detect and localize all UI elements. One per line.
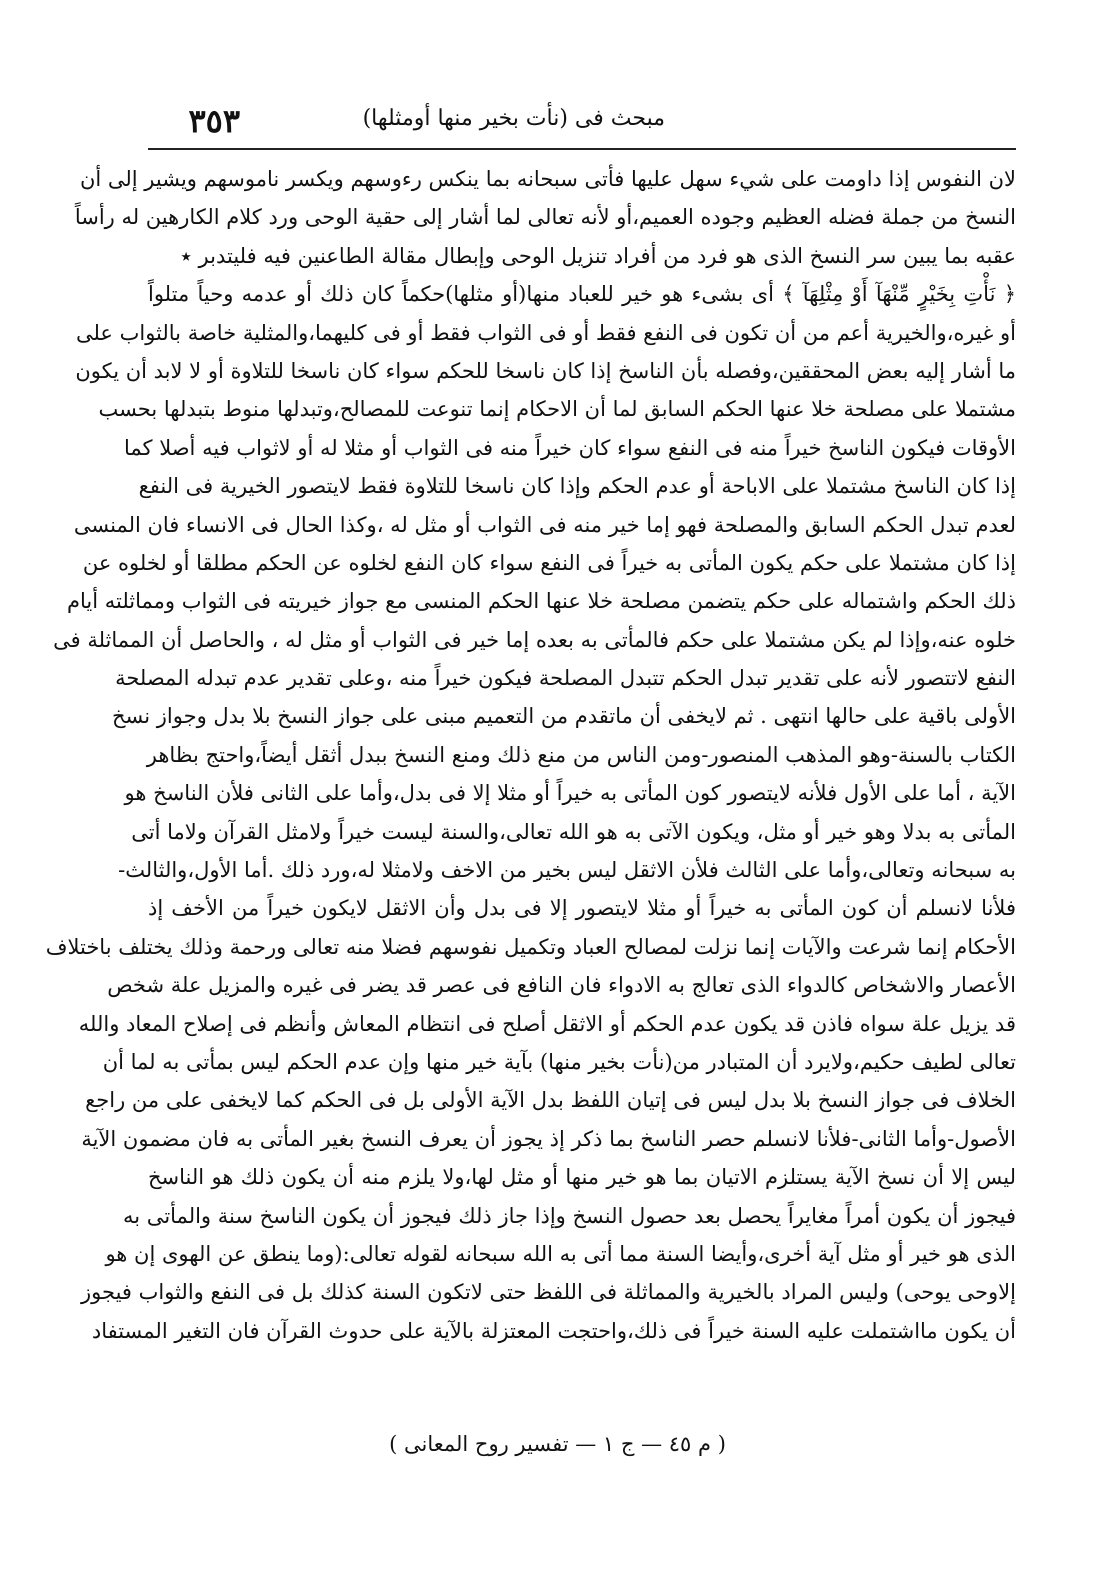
- text-line: النسخ من جملة فضله العظيم وجوده العميم،أو لأنه تعالى لما أشار إلى حقية الوحى ورد كلام الكارهين له رأساً: [74, 205, 1016, 230]
- text-line: عقبه بما يبين سر النسخ الذى هو فرد من أفراد تنزيل الوحى وإبطال مقالة الطاعنين فيه فليتدبر ٭: [180, 243, 1016, 268]
- text-line: ما أشار إليه بعض المحققين،وفصله بأن الناسخ إذا كان ناسخا للحكم سواء كان ناسخا للتلاوة أو لا لابد أن يكون: [75, 358, 1016, 383]
- text-line: الأعصار والاشخاص كالدواء الذى تعالج به الادواء فان النافع فى عصر قد يضر فى غيره والمزيل علة شخص: [107, 973, 1016, 998]
- text-line: لان النفوس إذا داومت على شيء سهل عليها فأتى سبحانه بما ينكس رءوسهم ويكسر ناموسهم ويشير إلى أن: [79, 167, 1016, 191]
- text-line: إلاوحى يوحى) وليس المراد بالخيرية والمماثلة فى اللفظ حتى لاتكون السنة كذلك بل فى النفع والثواب فيجوز: [81, 1280, 1016, 1305]
- running-title: مبحث فى (نأت بخير منها أومثلها): [362, 106, 665, 131]
- text-line: تعالى لطيف حكيم،ولايرد أن المتبادر من(نأت بخير منها) بآية خير منها وإن عدم الحكم ليس بمأتى به لما أن: [102, 1049, 1016, 1074]
- text-line: المأتى به بدلا وهو خير أو مثل، ويكون الآتى به هو الله تعالى،والسنة ليست خيراً ولامثل القرآن ولاما أتى: [131, 819, 1016, 844]
- text-line: الأصول-وأما الثانى-فلأنا لانسلم حصر الناسخ بما ذكر إذ يجوز أن يعرف النسخ بغير المأتى به فان مضمون الآية: [81, 1126, 1016, 1151]
- text-line: ﴿ نَأْتِ بِخَيْرٍ مِّنْهَآ أَوْ مِثْلِهَآ ﴾ أى بشىء هو خير للعباد منها(أو مثلها)حكماً كان ذلك أو عدمه وحياً متلواً: [148, 282, 1016, 307]
- text-line: ذلك الحكم واشتماله على حكم يتضمن مصلحة خلا عنها الحكم المنسى مع جواز خيريته فى الثواب ومماثلته أيام: [67, 589, 1016, 614]
- page-header: [100, 100, 1030, 148]
- body-text: [45, 160, 1016, 1350]
- page-footer: ( م ٤٥ — ج ١ — تفسير روح المعانى ): [389, 1432, 726, 1456]
- text-line: إذا كان الناسخ مشتملا على الاباحة أو عدم الحكم وإذا كان ناسخا للتلاوة فقط لايتصور الخيرية فى النفع: [138, 474, 1016, 499]
- text-line: الآية ، أما على الأول فلأنه لايتصور كون المأتى به خيراً أو مثلا إلا فى بدل،وأما على الثانى فلأن الناسخ هو: [124, 781, 1016, 806]
- text-line: ليس إلا أن نسخ الآية يستلزم الاتيان بما هو خير منها أو مثل لها،ولا يلزم منه أن يكون ذلك هو الناسخ: [148, 1165, 1016, 1190]
- text-line: أن يكون مااشتملت عليه السنة خيراً فى ذلك،واحتجت المعتزلة بالآية على حدوث القرآن فان التغير المستفاد: [91, 1318, 1016, 1343]
- text-line: لعدم تبدل الحكم السابق والمصلحة فهو إما خير منه فى الثواب أو مثل له ،وكذا الحال فى الانساء فان المنسى: [73, 512, 1016, 537]
- text-line: مشتملا على مصلحة خلا عنها الحكم السابق لما أن الاحكام إنما تنوعت للمصالح،وتبدلها منوط بتبدلها بحسب: [98, 397, 1016, 422]
- page-number: ٣٥٣: [188, 102, 240, 140]
- text-line: أو غيره،والخيرية أعم من أن تكون فى النفع فقط أو فى الثواب فقط أو فى كليهما،والمثلية خاصة بالثواب على: [75, 320, 1016, 345]
- text-line: إذا كان مشتملا على حكم يكون المأتى به خيراً فى النفع سواء كان النفع لخلوه عن الحكم مطلقا أو لخلوه عن: [82, 550, 1016, 575]
- text-line: الأوقات فيكون الناسخ خيراً منه فى النفع سواء كان خيراً منه فى الثواب أو مثلا له أو لاثواب فيه أصلا كما: [123, 435, 1016, 460]
- text-line: الذى هو خير أو مثل آية أخرى،وأيضا السنة مما أتى به الله سبحانه لقوله تعالى:(وما ينطق عن الهوى إن هو: [105, 1241, 1016, 1266]
- text-line: النفع لاتتصور لأنه على تقدير تبدل الحكم تتبدل المصلحة فيكون خيراً منه ،وعلى تقدير عدم تبدله المصلحة: [115, 666, 1016, 691]
- header-rule: [148, 148, 1016, 150]
- text-line: الأولى باقية على حالها انتهى . ثم لايخفى أن ماتقدم من التعميم مبنى على جواز النسخ بلا بدل وجواز نسخ: [111, 704, 1016, 729]
- text-line: قد يزيل علة سواه فاذن قد يكون عدم الحكم أو الاثقل أصلح فى انتظام المعاش وأنظم فى إصلاح المعاد والله: [78, 1011, 1016, 1036]
- text-line: خلوه عنه،وإذا لم يكن مشتملا على حكم فالمأتى به بعده إما خير فى الثواب أو مثل له ، والحاصل أن المماثلة فى: [53, 627, 1016, 652]
- text-line: الأحكام إنما شرعت والآيات إنما نزلت لمصالح العباد وتكميل نفوسهم فضلا منه تعالى ورحمة وذلك يختلف باختلاف: [45, 934, 1016, 959]
- text-line: فلأنا لانسلم أن كون المأتى به خيراً أو مثلا لايتصور إلا فى بدل وأن الاثقل لايكون خيراً من الأخف إذ: [148, 896, 1016, 921]
- text-line: الخلاف فى جواز النسخ بلا بدل ليس فى إتيان اللفظ بدل الآية الأولى بل فى الحكم كما لايخفى على من راجع: [85, 1088, 1016, 1113]
- text-line: فيجوز أن يكون أمراً مغايراً يحصل بعد حصول النسخ وإذا جاز ذلك فيجوز أن يكون الناسخ سنة والمأتى به: [123, 1203, 1016, 1228]
- text-line: الكتاب بالسنة-وهو المذهب المنصور-ومن الناس من منع ذلك ومنع النسخ ببدل أثقل أيضاً،واحتج بظاهر: [146, 742, 1016, 767]
- text-line: به سبحانه وتعالى،وأما على الثالث فلأن الاثقل ليس بخير من الاخف ولامثلا له،ورد ذلك .أما الأول،والثالث-: [118, 858, 1016, 883]
